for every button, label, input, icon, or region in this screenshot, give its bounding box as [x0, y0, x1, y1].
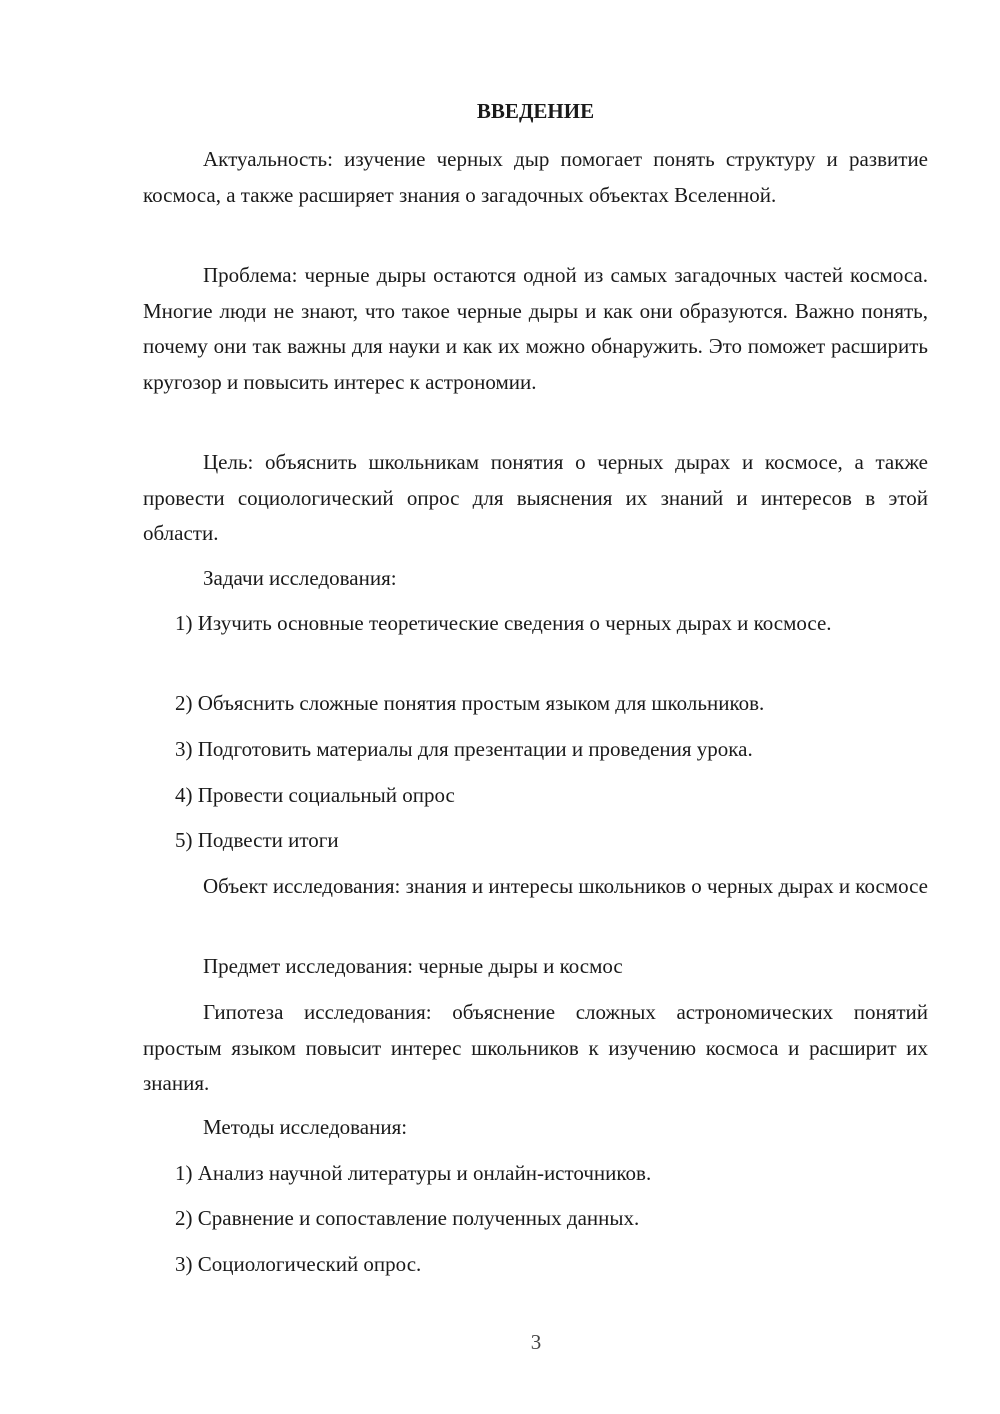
task-item: 2) Объяснить сложные понятия простым языком для школьников.	[175, 691, 765, 715]
paragraph-problem: Проблема: черные дыры остаются одной из самых загадочных частей космоса. Многие люди не знают, что такое черные дыры и как они образуются. Важно понять, почему они так важны для науки и как их можно обнаружить. Это поможет расширить кругозор и повысить интерес к астрономии.	[143, 263, 928, 394]
method-item: 1) Анализ научной литературы и онлайн-источников.	[175, 1161, 652, 1185]
paragraph-hypothesis: Гипотеза исследования: объяснение сложных астрономических понятий простым языком повысит интерес школьников к изучению космоса и расширит их знания.	[143, 1000, 928, 1095]
task-item: 5) Подвести итоги	[175, 828, 339, 852]
paragraph-subject: Предмет исследования: черные дыры и космос	[203, 954, 623, 978]
paragraph-object: Объект исследования: знания и интересы школьников о черных дырах и космосе	[203, 874, 928, 898]
page-number: 3	[530, 1330, 542, 1354]
task-item: 1) Изучить основные теоретические сведения о черных дырах и космосе.	[175, 611, 832, 635]
method-item: 2) Сравнение и сопоставление полученных данных.	[175, 1206, 640, 1230]
method-item: 3) Социологический опрос.	[175, 1252, 422, 1276]
page-title: ВВЕДЕНИЕ	[476, 99, 595, 123]
methods-title: Методы исследования:	[203, 1115, 408, 1139]
paragraph-goal: Цель: объяснить школьникам понятия о черных дырах и космосе, а также провести социологический опрос для выяснения их знаний и интересов в этой области.	[143, 450, 928, 545]
paragraph-relevance: Актуальность: изучение черных дыр помогает понять структуру и развитие космоса, а также расширяет знания о загадочных объектах Вселенной.	[143, 147, 928, 207]
task-item: 3) Подготовить материалы для презентации и проведения урока.	[175, 737, 753, 761]
tasks-title: Задачи исследования:	[203, 566, 397, 590]
task-item: 4) Провести социальный опрос	[175, 783, 455, 807]
